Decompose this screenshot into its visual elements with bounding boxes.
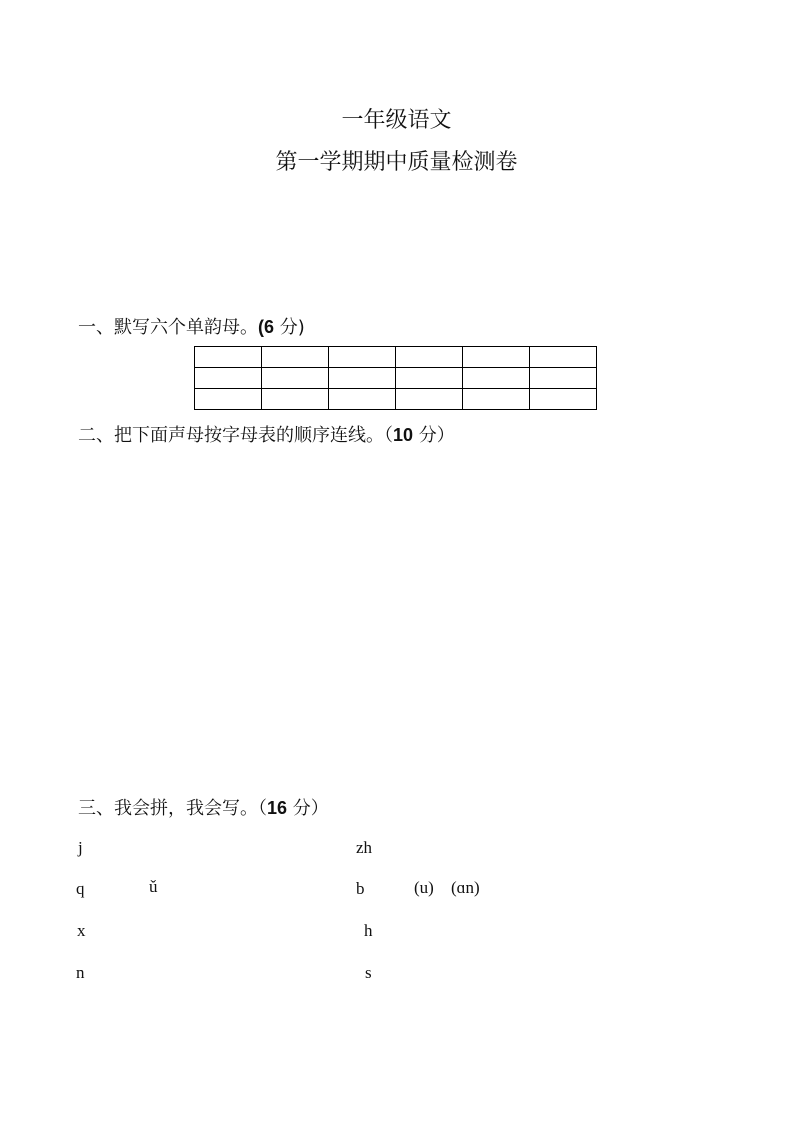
- grid-cell[interactable]: [329, 389, 396, 410]
- grid-cell[interactable]: [329, 368, 396, 389]
- grid-cell[interactable]: [463, 347, 530, 368]
- section-2-heading: [78, 421, 455, 447]
- grid-cell[interactable]: [195, 368, 262, 389]
- section-3-heading: [78, 794, 329, 820]
- section-3-score-open: （: [258, 798, 267, 819]
- page-title: 一年级语文: [341, 108, 452, 133]
- section-3-score: 16: [267, 798, 288, 818]
- pinyin-j: j: [78, 838, 83, 857]
- grid-cell[interactable]: [396, 389, 463, 410]
- pinyin-b: b: [356, 879, 365, 898]
- section-2-score-close: 分）: [413, 425, 455, 446]
- grid-cell[interactable]: [530, 368, 597, 389]
- section-2-prefix: 二、把下面声母按字母表的顺序连线。: [78, 425, 384, 446]
- grid-cell[interactable]: [530, 347, 597, 368]
- answer-grid: [194, 346, 597, 410]
- section-2-score-open: （: [384, 425, 393, 446]
- grid-cell[interactable]: [262, 389, 329, 410]
- grid-cell[interactable]: [463, 389, 530, 410]
- grid-cell[interactable]: [262, 368, 329, 389]
- section-1-score-open: (: [258, 317, 264, 337]
- pinyin-b-part-u: (u): [414, 878, 434, 897]
- grid-cell[interactable]: [195, 389, 262, 410]
- grid-cell[interactable]: [396, 368, 463, 389]
- pinyin-zh: zh: [356, 838, 373, 857]
- grid-row: [195, 347, 597, 368]
- grid-cell[interactable]: [396, 347, 463, 368]
- section-3-score-close: 分）: [287, 798, 329, 819]
- grid-row: [195, 368, 597, 389]
- section-1-score-close: 分): [274, 317, 305, 338]
- grid-row: [195, 389, 597, 410]
- section-2-score: 10: [393, 425, 414, 445]
- pinyin-q: q: [76, 879, 85, 898]
- pinyin-s: s: [365, 963, 372, 982]
- pinyin-x: x: [77, 921, 86, 940]
- section-3-prefix: 三、我会拼，我会写。: [78, 798, 258, 819]
- section-1-heading: [78, 313, 305, 339]
- grid-cell[interactable]: [329, 347, 396, 368]
- grid-cell[interactable]: [195, 347, 262, 368]
- section-1-prefix: 一、默写六个单韵母。: [78, 317, 258, 338]
- pinyin-q-tone: ǔ: [149, 877, 158, 896]
- pinyin-b-part-an: (ɑn): [451, 878, 480, 897]
- page-subtitle: 第一学期期中质量检测卷: [275, 150, 518, 175]
- pinyin-h: h: [364, 921, 373, 940]
- grid-cell[interactable]: [262, 347, 329, 368]
- grid-cell[interactable]: [530, 389, 597, 410]
- grid-cell[interactable]: [463, 368, 530, 389]
- pinyin-n: n: [76, 963, 85, 982]
- section-1-score: 6: [264, 317, 275, 337]
